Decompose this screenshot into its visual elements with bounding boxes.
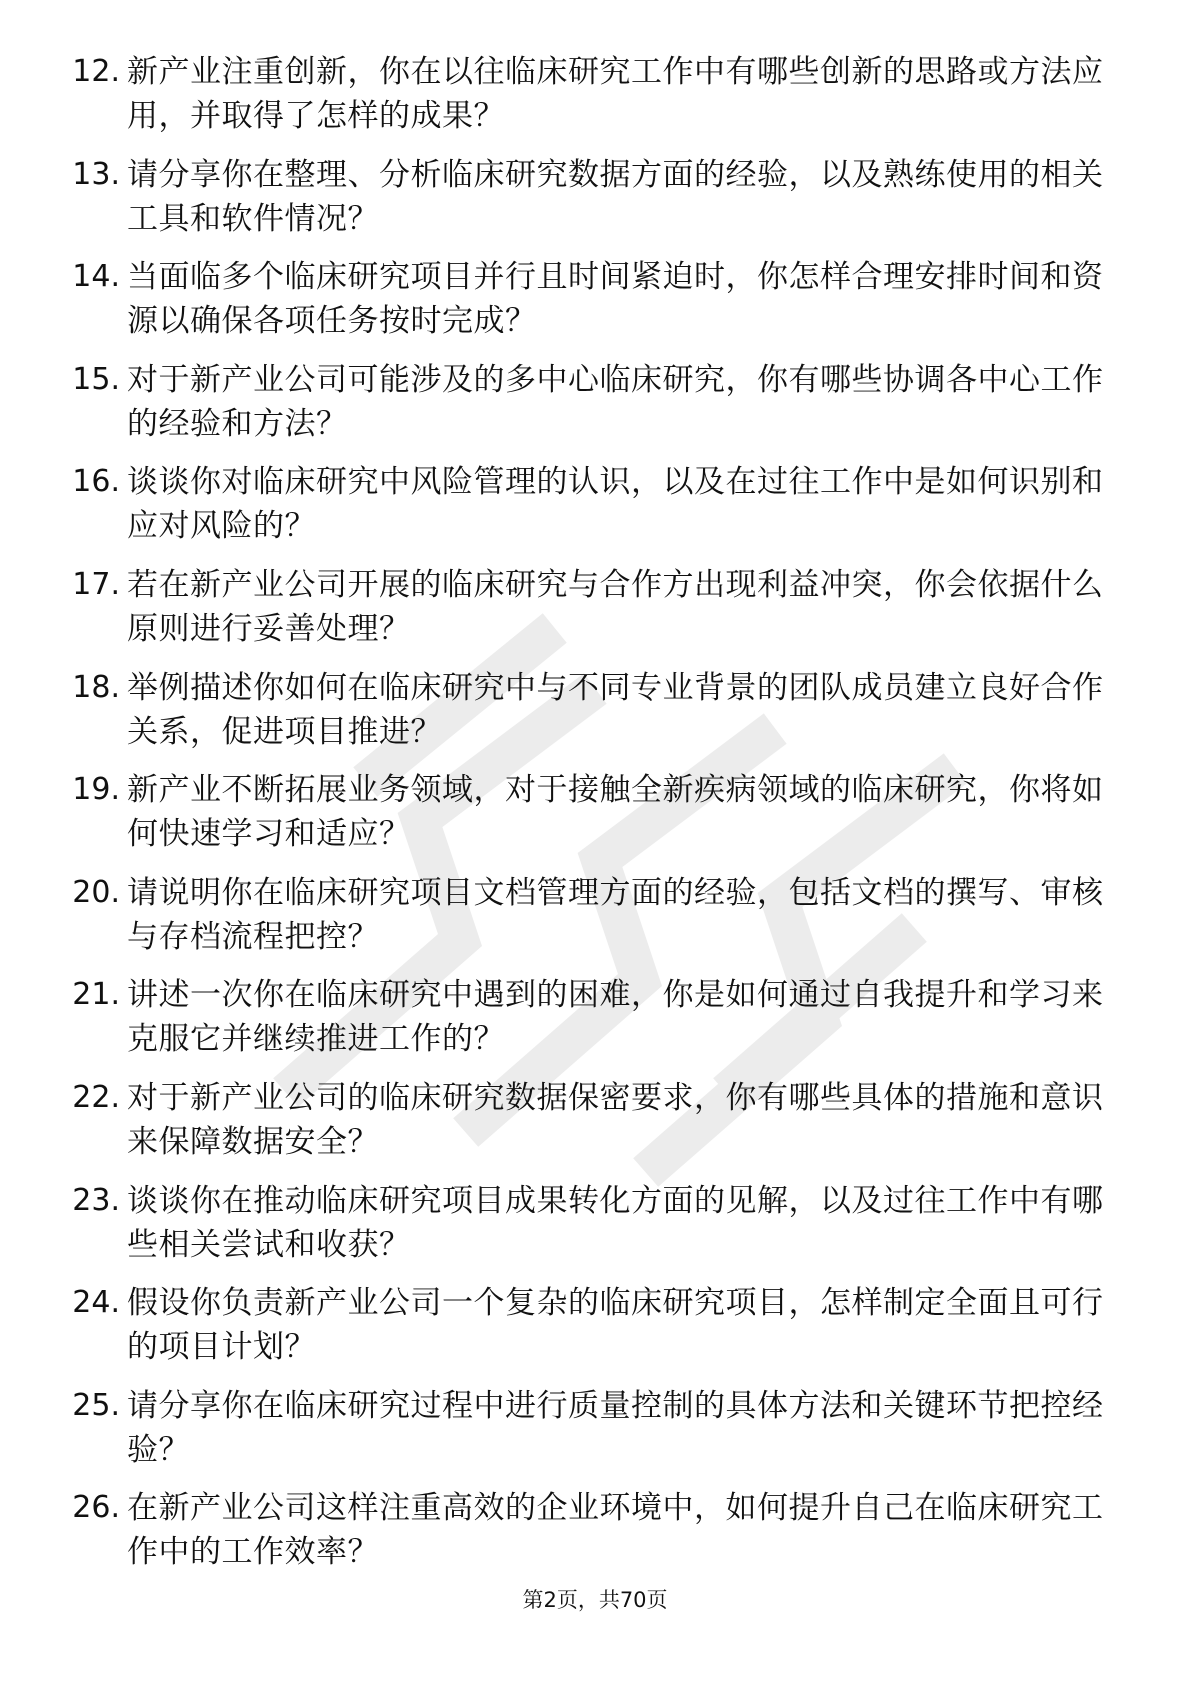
question-item: [56, 50, 1136, 153]
question-text: 请说明你在临床研究项目文档管理方面的经验，包括文档的撰写、审核与存档流程把控？: [127, 874, 1104, 955]
question-number: 19.: [72, 772, 120, 808]
page-footer: 第2页，共70页: [522, 1588, 668, 1612]
question-text: 对于新产业公司可能涉及的多中心临床研究，你有哪些协调各中心工作的经验和方法？: [127, 361, 1104, 442]
question-number: 26.: [72, 1490, 120, 1526]
question-item: [56, 1076, 1136, 1179]
question-number: 24.: [72, 1285, 120, 1321]
question-text: 谈谈你对临床研究中风险管理的认识，以及在过往工作中是如何识别和应对风险的？: [127, 464, 1104, 545]
question-item: [56, 460, 1136, 563]
question-text: 新产业注重创新，你在以往临床研究工作中有哪些创新的思路或方法应用，并取得了怎样的成果？: [127, 54, 1104, 134]
question-item: [56, 1486, 1136, 1589]
question-item: [56, 973, 1136, 1076]
question-number: 14.: [72, 259, 120, 295]
question-text: 当面临多个临床研究项目并行且时间紧迫时，你怎样合理安排时间和资源以确保各项任务按时完成？: [127, 259, 1104, 340]
question-item: [56, 563, 1136, 666]
question-number: 15.: [72, 361, 120, 397]
question-number: 13.: [72, 156, 120, 192]
question-text: 谈谈你在推动临床研究项目成果转化方面的见解，以及过往工作中有哪些相关尝试和收获？: [127, 1182, 1104, 1263]
question-item: [56, 768, 1136, 871]
question-text: 若在新产业公司开展的临床研究与合作方出现利益冲突，你会依据什么原则进行妥善处理？: [127, 566, 1104, 647]
question-number: 16.: [72, 464, 120, 500]
question-list: [56, 50, 1136, 1589]
question-text: 请分享你在临床研究过程中进行质量控制的具体方法和关键环节把控经验？: [127, 1387, 1104, 1468]
question-text: 讲述一次你在临床研究中遇到的困难，你是如何通过自我提升和学习来克服它并继续推进工作的？: [127, 977, 1104, 1058]
question-text: 举例描述你如何在临床研究中与不同专业背景的团队成员建立良好合作关系，促进项目推进？: [127, 669, 1104, 750]
question-item: [56, 1384, 1136, 1487]
question-number: 20.: [72, 874, 120, 910]
question-text: 对于新产业公司的临床研究数据保密要求，你有哪些具体的措施和意识来保障数据安全？: [127, 1079, 1104, 1160]
question-number: 21.: [72, 977, 120, 1013]
question-text: 假设你负责新产业公司一个复杂的临床研究项目，怎样制定全面且可行的项目计划？: [127, 1285, 1104, 1366]
question-number: 23.: [72, 1182, 120, 1218]
question-item: [56, 1179, 1136, 1282]
question-item: [56, 255, 1136, 358]
question-number: 12.: [72, 54, 120, 89]
question-number: 25.: [72, 1387, 120, 1423]
question-item: [56, 358, 1136, 461]
question-number: 17.: [72, 566, 120, 602]
question-item: [56, 153, 1136, 256]
question-number: 22.: [72, 1079, 120, 1115]
question-item: [56, 666, 1136, 769]
question-item: [56, 1281, 1136, 1384]
question-text: 请分享你在整理、分析临床研究数据方面的经验，以及熟练使用的相关工具和软件情况？: [127, 156, 1104, 237]
question-number: 18.: [72, 669, 120, 705]
question-item: [56, 871, 1136, 974]
question-text: 在新产业公司这样注重高效的企业环境中，如何提升自己在临床研究工作中的工作效率？: [127, 1490, 1104, 1571]
question-text: 新产业不断拓展业务领域，对于接触全新疾病领域的临床研究，你将如何快速学习和适应？: [127, 772, 1104, 853]
